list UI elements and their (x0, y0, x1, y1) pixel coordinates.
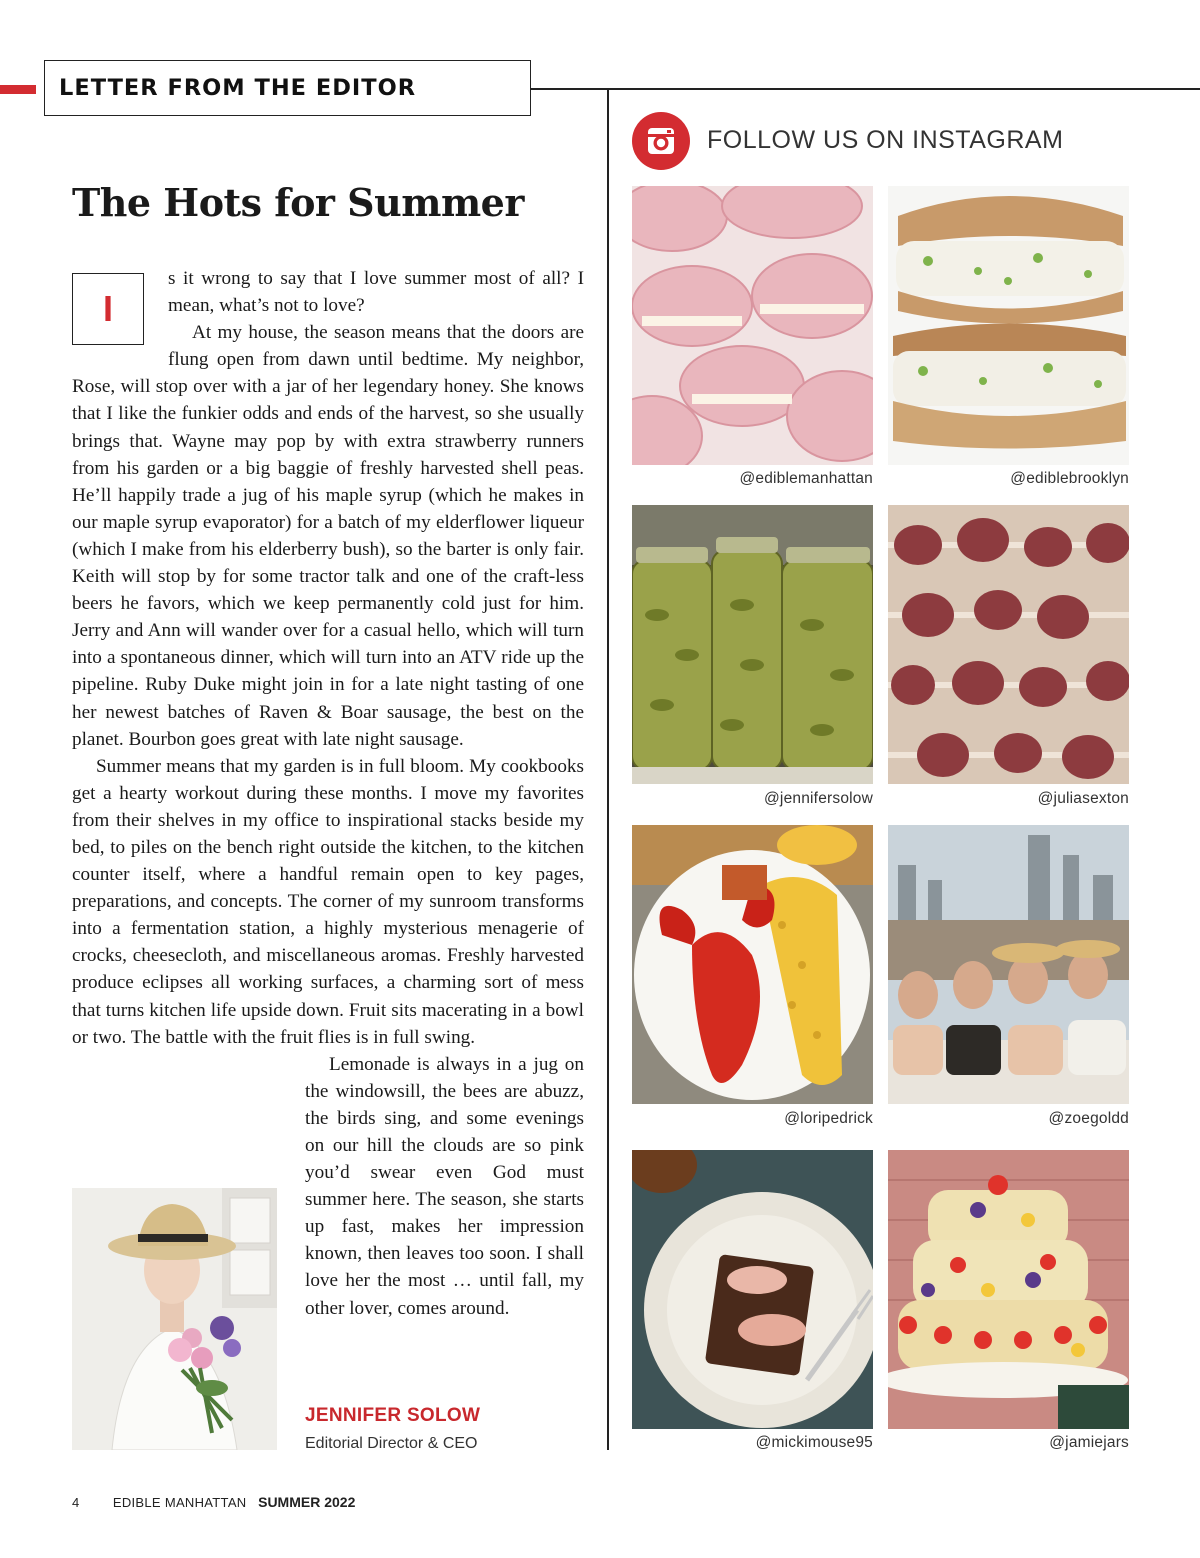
publication-name: EDIBLE MANHATTAN (112, 1495, 247, 1510)
instagram-post-friends[interactable] (888, 825, 1129, 1104)
instagram-icon[interactable] (632, 112, 690, 170)
instagram-post-lobster[interactable] (632, 825, 873, 1104)
instagram-handle[interactable]: @ediblemanhattan (739, 470, 873, 487)
instagram-post-cake[interactable] (888, 1150, 1129, 1429)
instagram-post-macarons[interactable] (632, 186, 873, 465)
paragraph-4: Lemonade is always in a jug on the windowsill, the bees are abuzz, the birds sing, and some evenings on our hill the clouds are so pink you’d swear even God must summer here. The season, she starts up fast, makes her impression known, then leaves too soon. I shall love her the most … until fall, my other lover, comes around. (305, 1053, 584, 1319)
instagram-handle[interactable]: @loripedrick (784, 1110, 873, 1127)
page-footer (72, 1494, 355, 1510)
instagram-post-sausages[interactable] (888, 505, 1129, 784)
column-divider (607, 89, 609, 1450)
instagram-handle[interactable]: @mickimouse95 (755, 1434, 873, 1451)
instagram-handle[interactable]: @juliasexton (1037, 790, 1129, 807)
instagram-post-pickles[interactable] (632, 505, 873, 784)
drop-cap: I (72, 273, 144, 345)
paragraph-3: Summer means that my garden is in full bloom. My cookbooks get a hearty workout during these months. I move my favorites from their shelves in my office to inspirational stacks beside my bed, to piles on the bench right outside the kitchen, to the kitchen counter itself, where a handful remain open to key pages, preparations, and concepts. The corner of my sunroom transforms into a fermentation station, a highly mysterious menagerie of crocks, cheesecloth, and miscellaneous aromas. Freshly harvested produce eclipses all working surfaces, a charming sort of mess that turns kitchen life upside down. Fruit sits macerating in a bowl or two. The battle with the fruit flies is in full swing. (72, 755, 584, 1048)
instagram-handle[interactable]: @zoegoldd (1048, 1110, 1129, 1127)
header-rule (531, 88, 1200, 90)
instagram-post-bagel[interactable] (888, 186, 1129, 465)
issue-name: SUMMER 2022 (258, 1494, 356, 1510)
page-number: 4 (72, 1495, 80, 1510)
instagram-handle[interactable]: @ediblebrooklyn (1010, 470, 1129, 487)
author-role: Editorial Director & CEO (305, 1435, 478, 1452)
section-accent-bar (0, 85, 36, 94)
section-header (44, 60, 531, 116)
instagram-post-dessert[interactable] (632, 1150, 873, 1429)
author-name: JENNIFER SOLOW (305, 1405, 481, 1426)
paragraph-2: At my house, the season means that the doors are flung open from dawn until bedtime. My neighbor, Rose, will stop over with a jar of her legendary honey. She knows that I like the funkier odds and ends of the harvest, so she usually brings that. Wayne may pop by with extra strawberry runners from his garden or a big baggie of freshly harvested shell peas. He’ll happily trade a jug of his maple syrup (which he makes in our maple syrup evaporator) for a batch of my elderflower liqueur (which I make from his elderberry bush), so the barter is only fair. Keith will stop by for some tractor talk and one of the craft-less beers he favors, which we keep permanently cold just for him. Jerry and Ann will wander over for a casual hello, which will turn into a spontaneous dinner, which will turn into an ATV ride up the pipeline. Ruby Duke might join in for a late night tasting of one her newest batches of Raven & Boar sausage, the best on the planet. Bourbon goes great with late night sausage. (72, 322, 584, 750)
instagram-handle[interactable]: @jennifersolow (764, 790, 873, 807)
paragraph-1: s it wrong to say that I love summer most of all? I mean, what’s not to love? (168, 268, 584, 317)
instagram-handle[interactable]: @jamiejars (1049, 1434, 1129, 1451)
author-photo (72, 1188, 277, 1450)
article-title: The Hots for Summer (72, 180, 524, 225)
section-title: LETTER FROM THE EDITOR (59, 75, 417, 101)
instagram-heading: FOLLOW US ON INSTAGRAM (707, 126, 1064, 154)
